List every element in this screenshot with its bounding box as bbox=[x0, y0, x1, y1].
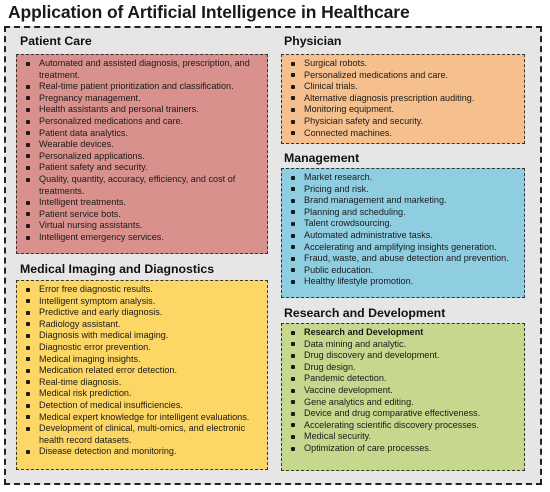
medical-imaging-list bbox=[23, 284, 263, 458]
list-item: Brand management and marketing. bbox=[288, 195, 520, 207]
list-item: Wearable devices. bbox=[23, 139, 263, 151]
list-item: Planning and scheduling. bbox=[288, 207, 520, 219]
list-item: Intelligent symptom analysis. bbox=[23, 296, 263, 308]
list-item: Accelerating and amplifying insights generation. bbox=[288, 242, 520, 254]
list-item: Patient service bots. bbox=[23, 209, 263, 221]
list-item: Disease detection and monitoring. bbox=[23, 446, 263, 458]
list-item: Personalized applications. bbox=[23, 151, 263, 163]
list-item: Device and drug comparative effectiveness. bbox=[288, 408, 520, 420]
list-item: Healthy lifestyle promotion. bbox=[288, 276, 520, 288]
management-heading: Management bbox=[284, 151, 360, 165]
list-item: Automated and assisted diagnosis, prescription, and treatment. bbox=[23, 58, 263, 81]
list-item: Error free diagnostic results. bbox=[23, 284, 263, 296]
list-item: Predictive and early diagnosis. bbox=[23, 307, 263, 319]
list-item: Clinical trials. bbox=[288, 81, 520, 93]
list-item: Optimization of care processes. bbox=[288, 443, 520, 455]
list-item: Alternative diagnosis prescription auditing. bbox=[288, 93, 520, 105]
list-item: Diagnostic error prevention. bbox=[23, 342, 263, 354]
patient-care-heading: Patient Care bbox=[20, 34, 92, 48]
list-item: Vaccine development. bbox=[288, 385, 520, 397]
list-item: Research and Development bbox=[288, 327, 520, 339]
list-item: Public education. bbox=[288, 265, 520, 277]
list-item: Detection of medical insufficiencies. bbox=[23, 400, 263, 412]
list-item: Talent crowdsourcing. bbox=[288, 218, 520, 230]
medical-imaging-heading: Medical Imaging and Diagnostics bbox=[20, 262, 215, 276]
list-item: Virtual nursing assistants. bbox=[23, 220, 263, 232]
list-item: Medical security. bbox=[288, 431, 520, 443]
list-item: Real-time patient prioritization and classification. bbox=[23, 81, 263, 93]
page-title: Application of Artificial Intelligence in Healthcare bbox=[8, 2, 410, 22]
list-item: Intelligent emergency services. bbox=[23, 232, 263, 244]
research-box bbox=[281, 323, 525, 471]
patient-care-list bbox=[23, 58, 263, 244]
medical-imaging-box bbox=[16, 280, 268, 470]
list-item: Radiology assistant. bbox=[23, 319, 263, 331]
list-item: Physician safety and security. bbox=[288, 116, 520, 128]
list-item: Medication related error detection. bbox=[23, 365, 263, 377]
list-item: Intelligent treatments. bbox=[23, 197, 263, 209]
list-item: Drug discovery and development. bbox=[288, 350, 520, 362]
list-item: Medical imaging insights. bbox=[23, 354, 263, 366]
list-item: Data mining and analytic. bbox=[288, 339, 520, 351]
list-item: Fraud, waste, and abuse detection and prevention. bbox=[288, 253, 520, 265]
list-item: Patient safety and security. bbox=[23, 162, 263, 174]
physician-list bbox=[288, 58, 520, 139]
list-item: Pandemic detection. bbox=[288, 373, 520, 385]
list-item: Personalized medications and care. bbox=[288, 70, 520, 82]
list-item: Gene analytics and editing. bbox=[288, 397, 520, 409]
list-item: Automated administrative tasks. bbox=[288, 230, 520, 242]
list-item: Quality, quantity, accuracy, efficiency, and cost of treatments. bbox=[23, 174, 263, 197]
list-item: Monitoring equipment. bbox=[288, 104, 520, 116]
list-item: Pregnancy management. bbox=[23, 93, 263, 105]
list-item: Health assistants and personal trainers. bbox=[23, 104, 263, 116]
research-list bbox=[288, 327, 520, 455]
list-item: Patient data analytics. bbox=[23, 128, 263, 140]
list-item: Medical expert knowledge for intelligent evaluations. bbox=[23, 412, 263, 424]
physician-heading: Physician bbox=[284, 34, 342, 48]
list-item: Development of clinical, multi-omics, and electronic health record datasets. bbox=[23, 423, 263, 446]
list-item: Drug design. bbox=[288, 362, 520, 374]
list-item: Medical risk prediction. bbox=[23, 388, 263, 400]
management-box bbox=[281, 168, 525, 298]
list-item: Diagnosis with medical imaging. bbox=[23, 330, 263, 342]
physician-box bbox=[281, 54, 525, 144]
list-item: Market research. bbox=[288, 172, 520, 184]
patient-care-box bbox=[16, 54, 268, 254]
list-item: Surgical robots. bbox=[288, 58, 520, 70]
list-item: Pricing and risk. bbox=[288, 184, 520, 196]
list-item: Connected machines. bbox=[288, 128, 520, 140]
list-item: Personalized medications and care. bbox=[23, 116, 263, 128]
research-heading: Research and Development bbox=[284, 306, 446, 320]
list-item: Real-time diagnosis. bbox=[23, 377, 263, 389]
management-list bbox=[288, 172, 520, 288]
list-item: Accelerating scientific discovery processes. bbox=[288, 420, 520, 432]
